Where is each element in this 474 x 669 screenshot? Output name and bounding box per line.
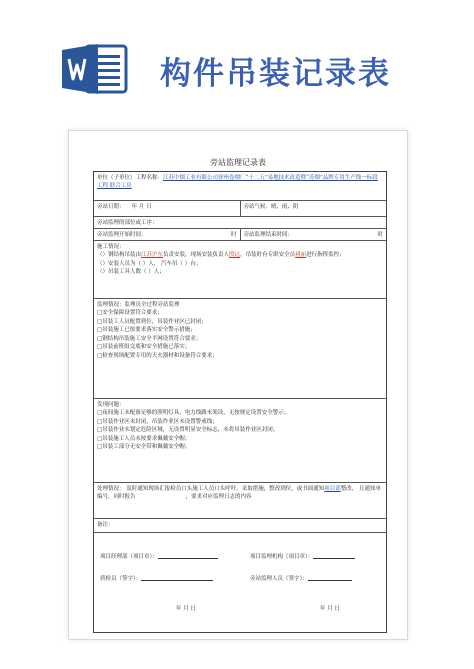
project-dept-link: 项目部 [324,485,341,492]
unit-label: 单位（子单位）工程名称： [97,174,164,181]
header-banner [0,0,474,128]
handling-text-a: 处理情况： 及时通知现场汇报检员口头施工人员口头呼吁，采取措施，整改到位，或书面通知 [97,485,325,492]
remark-row [94,519,386,533]
issues-heading: 发现问题： [97,401,125,408]
sign-date-left: 年 月 日 [176,606,196,612]
supervision-item: □钢结构吊装施工安全平网设置符合要求； [97,335,202,342]
construction-text-d: 进行指挥监控； [306,252,345,259]
date-label: 旁站日期： [97,203,125,210]
start-suffix: 时 [230,231,237,238]
construction-line-2: （）安装人员为（ ）人， 汽车吊（ ）台； [97,260,202,267]
supervision-item: □安全保障设置符合要求； [97,310,163,317]
end-suffix: 时 [377,231,383,238]
supervision-item: □检查现场配置专用的天火器材和设备符合要求； [97,352,218,359]
issues-row [94,399,386,483]
supervision-item: □吊装前班组交底和安全措施已落实； [97,344,191,351]
sign-blank [141,580,213,581]
part-label: 旁站监理的部位或工序： [97,219,158,226]
handling-text-b: 整改， 且通知单编号，同时报告 [97,485,382,501]
handling-row [94,483,386,519]
safety-officer-name: 褚丽 [295,252,307,259]
weather-label: 旁站气候： [243,203,272,210]
project-manager-sign [100,553,218,562]
remark-label: 备注： [97,521,114,528]
end-cell [240,229,387,240]
sign-blank [313,558,355,559]
construction-heading: 施工情况： [97,243,125,250]
sign-blank [308,580,352,581]
construction-line-3: （）吊装工具人数（ ）人； [97,269,165,276]
date-value: 年 月 日 [131,203,152,210]
record-form [93,171,387,633]
date-weather-row [94,201,386,217]
supervision-org-label: 项目监理机构（项目章）： [250,554,314,560]
supervision-item: □吊装施工已按要求落实安全警示措施； [97,327,196,334]
weather-value: 晴、雨、阴 [271,203,299,210]
inspector-sign [100,575,213,584]
weather-cell [240,201,387,216]
construction-line-1 [97,251,383,260]
date-cell [94,201,240,216]
construction-text-a: （）钢结构吊装由 [97,252,142,259]
construction-text-c: ，吊装时有专职安全员 [240,252,296,259]
construction-text-b: 负责安装，现场安装负责人 [163,252,230,259]
contractor-name: 江苏沪东 [141,252,164,259]
site-lead-name: 殷远 [229,252,241,259]
supervisor-label: 旁站监理人员（签字）： [250,576,308,582]
construction-row [94,241,386,299]
issue-item: □夜间施工未配备足够的照明灯具，电力线路未架设，无按规定设置安全警示； [97,410,290,417]
issue-item: □吊装施工人员未按要求佩戴安全帽； [97,435,191,442]
unit-value: 江苏中烟工业有限公司徐州卷烟厂“十二五”易地技术改造暨“苏烟”品牌专用生产线一标段工程 联合工房 [97,174,378,190]
project-manager-label: 项目经理部（项目章）： [100,554,158,560]
header-title: 构件吊装记录表 [160,56,391,92]
word-icon [60,42,128,96]
document-page [68,130,408,640]
signature-row [94,533,386,630]
issue-item: □吊装作业区未封闭，吊装作业区未设置警戒线； [97,418,218,425]
start-label: 旁站监理开始时间： [97,231,147,238]
sign-date-right: 年 月 日 [320,606,340,612]
sign-blank [158,558,218,559]
supervision-heading: 监理情况：监理员全过程旁站监理 [97,301,180,308]
supervision-row [94,299,386,399]
end-label: 旁站监理结束时间： [243,231,294,238]
issue-item: □吊装工部分无安全带和佩戴安全帽； [97,444,191,451]
unit-row [94,172,386,201]
supervisor-sign [250,575,352,584]
doc-title: 旁站监理记录表 [210,158,266,167]
inspector-label: 质检员（签字）： [100,576,142,582]
part-row [94,217,386,229]
supervision-org-sign [250,553,355,562]
start-cell [94,229,240,240]
handling-text-c: ，要求对应监理日志的内容 [185,494,252,501]
issue-item: □吊装作业未划定危险区域，无设置明显安全标志，未将吊装作业区封闭； [97,427,279,434]
supervision-item: □吊装工人员配置到位，吊装作业区已封闭； [97,318,207,325]
time-row [94,229,386,241]
